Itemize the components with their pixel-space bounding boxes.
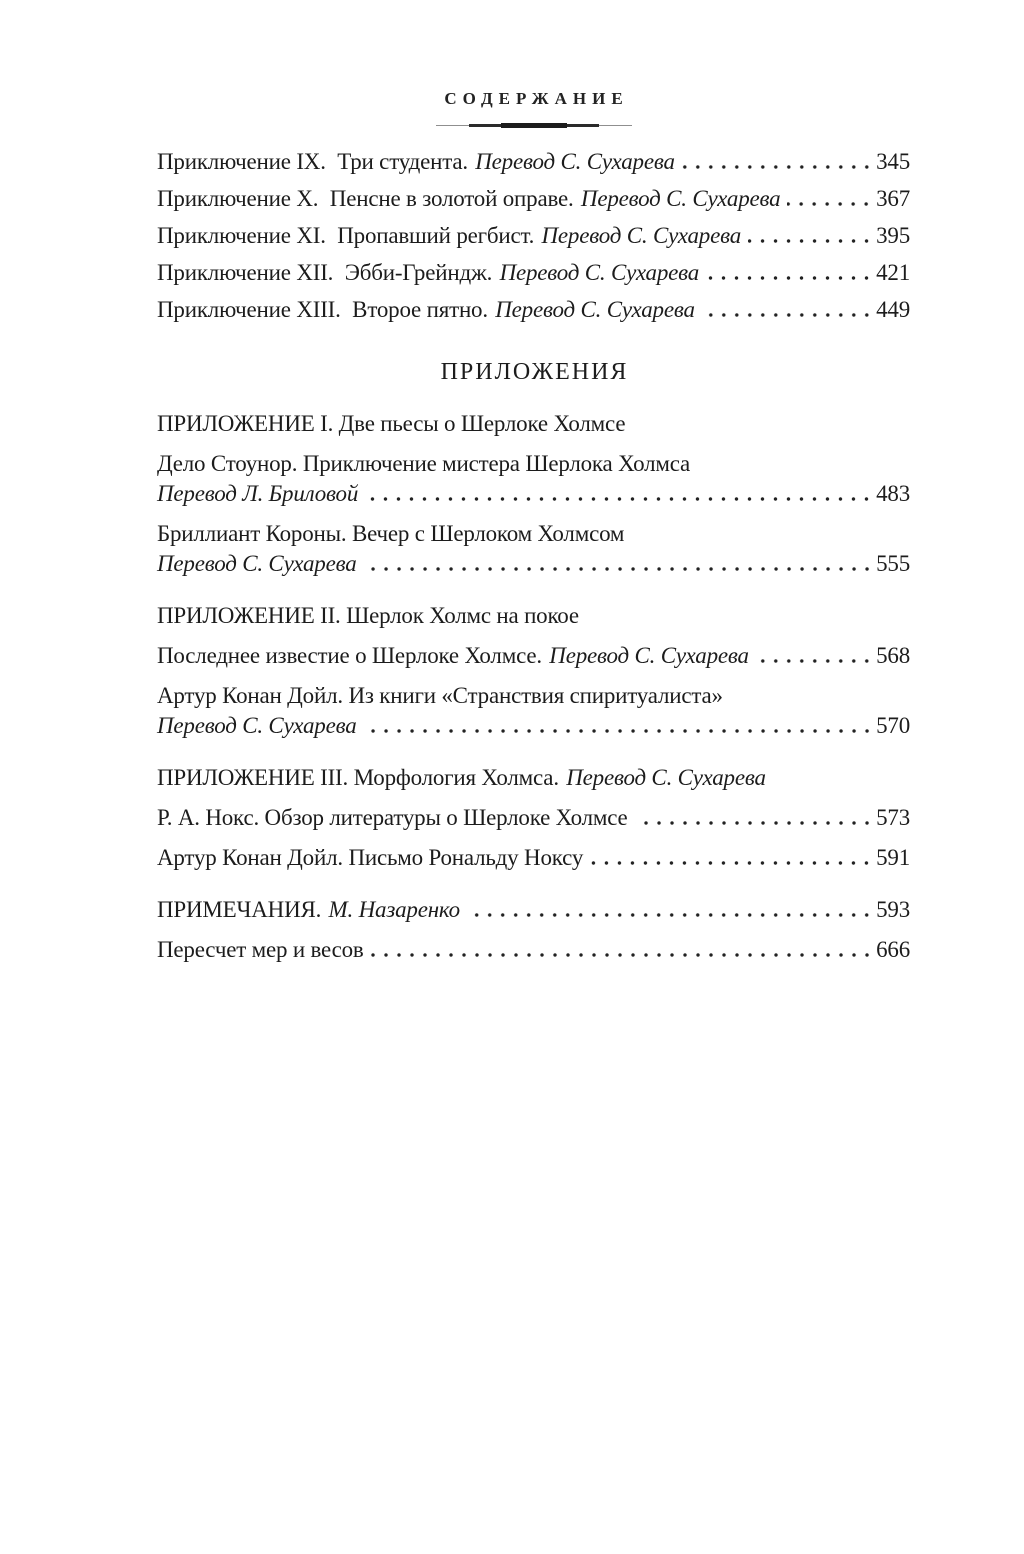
page-number: 345	[876, 149, 910, 174]
entry-translator: Перевод С. Сухарева	[499, 260, 700, 285]
adventures-list	[157, 147, 910, 325]
page-number: 367	[876, 186, 910, 211]
entry-title: Дело Стоунор. Приключение мистера Шерлока Холмса	[157, 451, 691, 476]
entry-translator: Перевод С. Сухарева	[580, 186, 781, 211]
entry-title: ПРИМЕЧАНИЯ.	[157, 897, 322, 922]
appendix-subheading	[157, 763, 910, 793]
toc-entry	[157, 935, 910, 965]
entry-title: Пересчет мер и весов	[157, 937, 364, 962]
entry-title: Р. А. Нокс. Обзор литературы о Шерлоке Холмсе	[157, 805, 628, 830]
entry-title: Артур Конан Дойл. Из книги «Странствия спиритуалиста»	[157, 683, 723, 708]
toc-entry	[157, 479, 910, 509]
entry-title: Артур Конан Дойл. Письмо Рональду Ноксу	[157, 845, 584, 870]
entry-title: ПРИЛОЖЕНИЕ II. Шерлок Холмс на покое	[157, 603, 579, 628]
book-page	[157, 0, 910, 965]
dot-leader	[702, 313, 873, 317]
dot-leader	[371, 953, 874, 957]
entry-title: ПРИЛОЖЕНИЕ III. Морфология Холмса.	[157, 765, 559, 790]
page-number: 555	[876, 551, 910, 576]
dot-leader	[364, 729, 874, 733]
toc-entry	[157, 803, 910, 833]
toc-entry	[157, 449, 910, 479]
dot-leader	[682, 165, 873, 169]
toc-entry	[157, 681, 910, 711]
toc-entry	[157, 895, 910, 925]
toc-entry	[157, 147, 910, 177]
entry-number: Приключение XII.	[157, 260, 334, 285]
toc-entry	[157, 641, 910, 671]
entry-title: Пропавший регбист.	[337, 223, 535, 248]
contents-title: СОДЕРЖАНИЕ	[444, 89, 629, 108]
entry-translator: Перевод С. Сухарева	[541, 223, 742, 248]
entry-translator: Перевод С. Сухарева	[495, 297, 695, 322]
page-number: 568	[876, 643, 910, 668]
divider-ornament	[436, 123, 632, 129]
entry-translator: Перевод С. Сухарева	[157, 551, 357, 576]
appendix-list	[157, 409, 910, 965]
dot-leader	[590, 861, 873, 865]
page-number: 591	[876, 845, 910, 870]
page-number: 449	[876, 297, 910, 322]
divider-thick-rule	[501, 123, 567, 128]
appendix-subheading	[157, 601, 910, 631]
entry-translator: Перевод С. Сухарева	[566, 765, 766, 790]
dot-leader	[364, 567, 874, 571]
dot-leader	[787, 202, 873, 206]
dot-leader	[635, 821, 874, 825]
entry-title: Последнее известие о Шерлоке Холмсе.	[157, 643, 542, 668]
entry-translator: Перевод Л. Бриловой	[157, 481, 359, 506]
entry-translator: Перевод С. Сухарева	[475, 149, 675, 174]
toc-entry	[157, 258, 910, 288]
entry-number: Приключение XI.	[157, 223, 326, 248]
toc-entry	[157, 184, 910, 214]
dot-leader	[756, 659, 873, 663]
toc-entry	[157, 519, 910, 549]
toc-entry	[157, 549, 910, 579]
entry-number: Приключение X.	[157, 186, 319, 211]
entry-translator: М. Назаренко	[328, 897, 460, 922]
entry-title: Второе пятно.	[352, 297, 488, 322]
page-number: 483	[876, 481, 910, 506]
dot-leader	[706, 276, 873, 280]
entry-title: ПРИЛОЖЕНИЕ I. Две пьесы о Шерлоке Холмсе	[157, 411, 626, 436]
dot-leader	[748, 239, 873, 243]
entry-title: Бриллиант Короны. Вечер с Шерлоком Холмсом	[157, 521, 625, 546]
entry-number: Приключение IX.	[157, 149, 326, 174]
entry-title: Три студента.	[337, 149, 468, 174]
entry-title: Эбби-Грейндж.	[344, 260, 493, 285]
toc-entry	[157, 843, 910, 873]
appendix-subheading	[157, 409, 910, 439]
entry-translator: Перевод С. Сухарева	[549, 643, 749, 668]
entry-translator: Перевод С. Сухарева	[157, 713, 357, 738]
dot-leader	[467, 913, 873, 917]
entry-number: Приключение XIII.	[157, 297, 341, 322]
page-number: 573	[876, 805, 910, 830]
toc-entry	[157, 295, 910, 325]
appendices-heading: ПРИЛОЖЕНИЯ	[440, 359, 629, 385]
page-number: 421	[876, 260, 910, 285]
entry-title: Пенсне в золотой оправе.	[329, 186, 574, 211]
page-number: 666	[876, 937, 910, 962]
page-number: 395	[876, 223, 910, 248]
toc-entry	[157, 221, 910, 251]
toc-entry	[157, 711, 910, 741]
page-number: 593	[876, 897, 910, 922]
dot-leader	[365, 497, 873, 501]
page-number: 570	[876, 713, 910, 738]
